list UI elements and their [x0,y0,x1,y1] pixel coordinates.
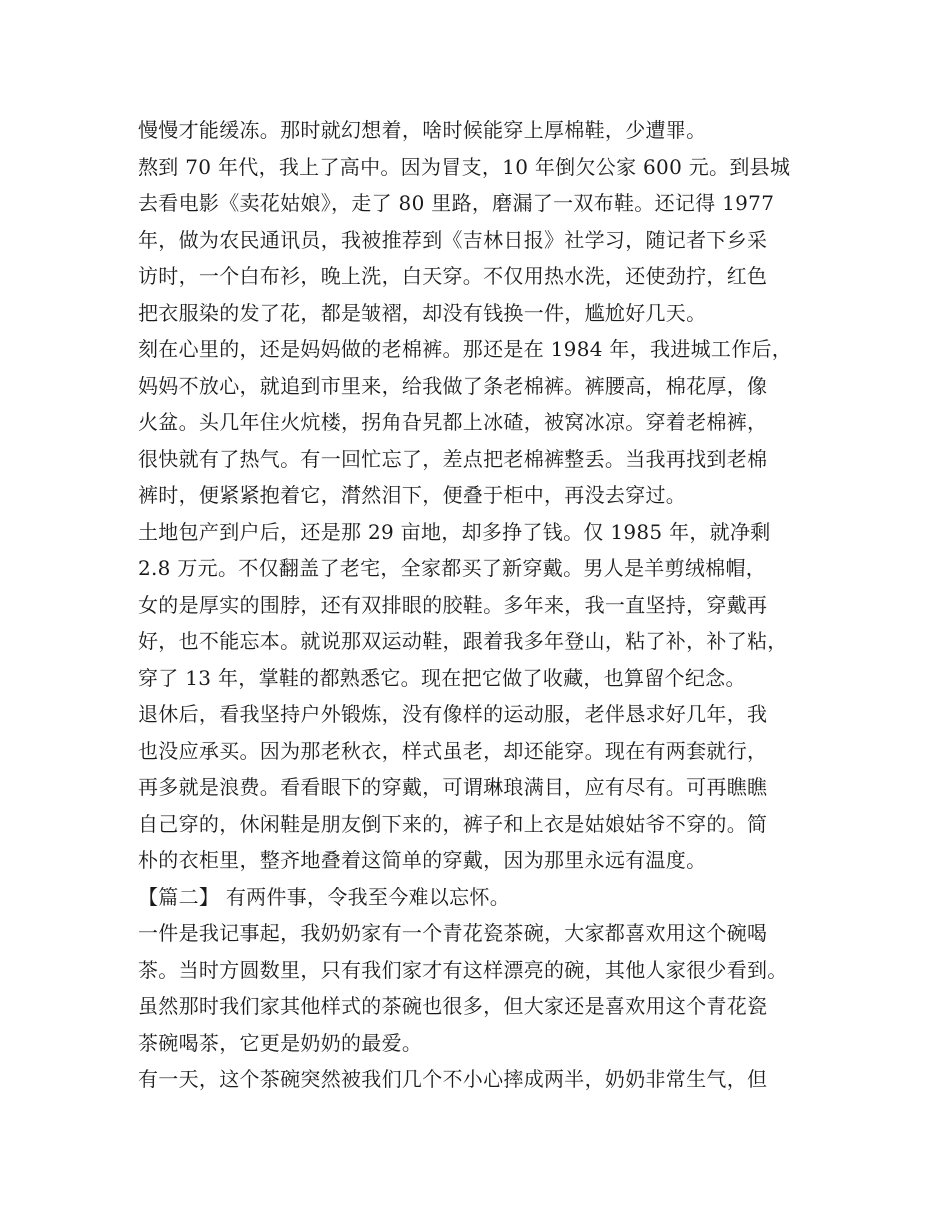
text-line: 女的是厚实的围脖，还有双排眼的胶鞋。多年来，我一直坚持，穿戴再 [138,592,768,617]
section-heading-line: 【篇二】 有两件事，令我至今难以忘怀。 [138,884,511,909]
text-line: 裤时，便紧紧抱着它，潸然泪下，便叠于柜中，再没去穿过。 [138,483,687,507]
text-line: 一件是我记事起，我奶奶家有一个青花瓷茶碗，大家都喜欢用这个碗喝 [138,921,768,945]
body-text [138,112,818,1098]
text-line: 也没应承买。因为那老秋衣，样式虽老，却还能穿。现在有两套就行， [138,738,768,763]
text-line: 把衣服染的发了花，都是皱褶，却没有钱换一件，尴尬好几天。 [138,300,707,325]
text-line: 穿了 13 年，掌鞋的都熟悉它。现在把它做了收藏，也算留个纪念。 [138,665,746,690]
text-line: 刻在心里的，还是妈妈做的老棉裤。那还是在 1984 年，我进城工作后， [138,337,793,361]
text-line: 自己穿的，休闲鞋是朋友倒下来的，裤子和上衣是姑娘姑爷不穿的。简 [138,811,768,836]
text-line: 慢慢才能缓冻。那时就幻想着，啥时候能穿上厚棉鞋，少遭罪。 [138,118,707,142]
text-line: 好，也不能忘本。就说那双运动鞋，跟着我多年登山，粘了补，补了粘， [138,629,788,653]
text-line: 茶。当时方圆数里，只有我们家才有这样漂亮的碗，其他人家很少看到。 [138,957,788,982]
text-line: 访时，一个白布衫，晚上洗，白天穿。不仅用热水洗，还使劲拧，红色 [138,264,768,288]
text-line: 再多就是浪费。看看眼下的穿戴，可谓琳琅满目，应有尽有。可再瞧瞧 [138,775,768,799]
text-line: 朴的衣柜里，整齐地叠着这简单的穿戴，因为那里永远有温度。 [138,848,707,872]
text-line: 退休后，看我坚持户外锻炼，没有像样的运动服，老伴恳求好几年，我 [138,702,768,726]
text-line: 火盆。头几年住火炕楼，拐角旮旯都上冰碴，被窝冰凉。穿着老棉裤， [138,410,768,434]
text-line: 虽然那时我们家其他样式的茶碗也很多，但大家还是喜欢用这个青花瓷 [138,994,768,1018]
text-line: 有一天，这个茶碗突然被我们几个不小心摔成两半，奶奶非常生气，但 [138,1067,768,1091]
text-line: 茶碗喝茶，它更是奶奶的最爱。 [138,1030,423,1055]
text-line: 年，做为农民通讯员，我被推荐到《吉林日报》社学习，随记者下乡采 [138,227,768,252]
text-line: 妈妈不放心，就追到市里来，给我做了条老棉裤。裤腰高，棉花厚，像 [138,373,768,398]
text-line: 熬到 70 年代，我上了高中。因为冒支，10 年倒欠公家 600 元。到县城 [138,154,791,179]
text-line: 去看电影《卖花姑娘》，走了 80 里路，磨漏了一双布鞋。还记得 1977 [138,191,775,215]
text-line: 土地包产到户后，还是那 29 亩地，却多挣了钱。仅 1985 年，就净剩 [138,519,771,544]
text-line: 2.8 万元。不仅翻盖了老宅，全家都买了新穿戴。男人是羊剪绒棉帽， [138,556,767,580]
text-line: 很快就有了热气。有一回忙忘了，差点把老棉裤整丢。当我再找到老棉 [138,446,768,471]
